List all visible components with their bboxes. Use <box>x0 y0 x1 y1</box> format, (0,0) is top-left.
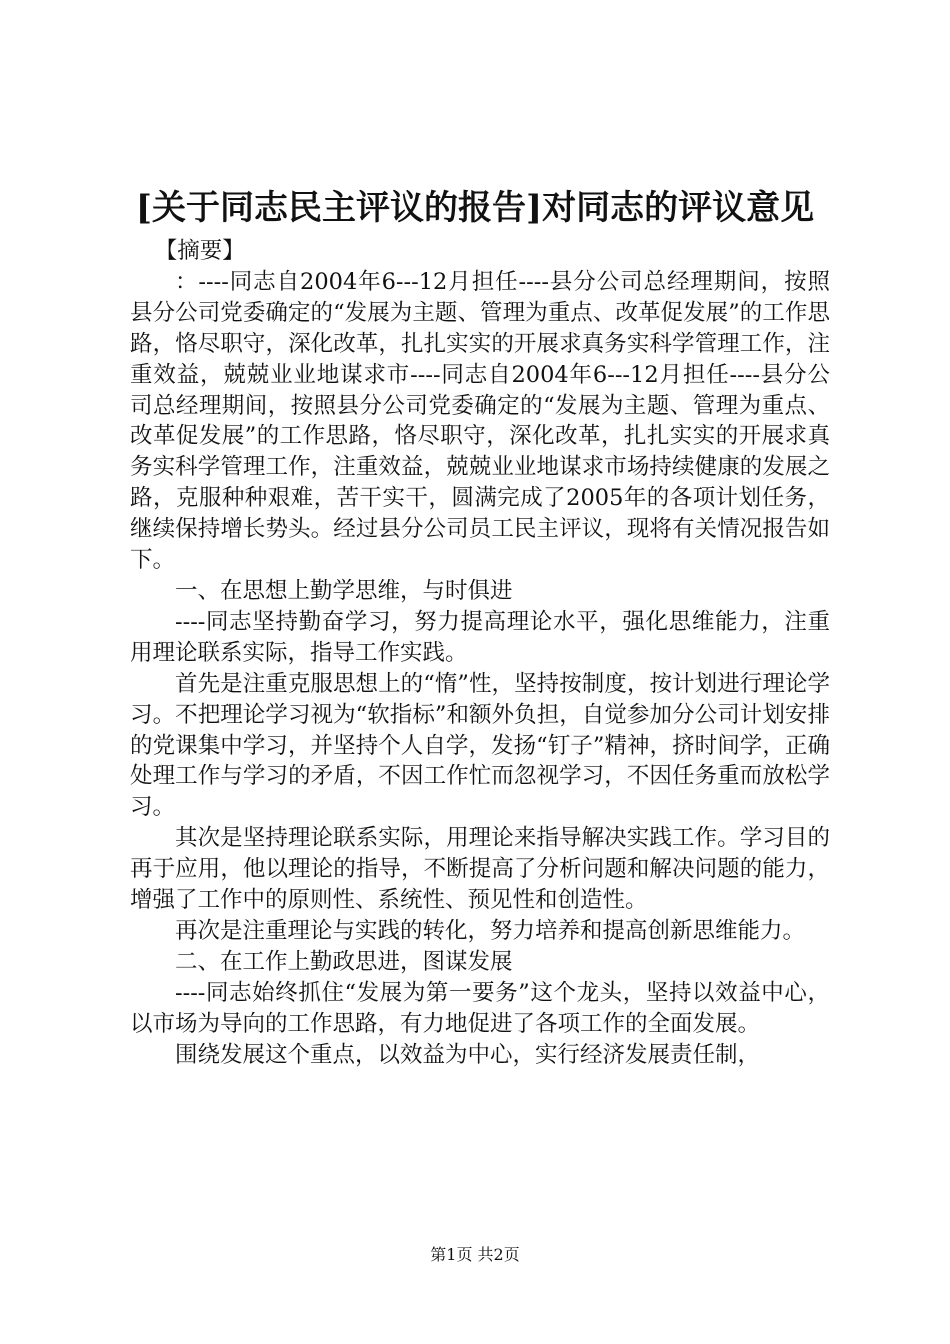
document-title: [关于同志民主评议的报告]对同志的评议意见 <box>135 188 815 228</box>
page-number-footer: 第1页 共2页 <box>430 1245 520 1264</box>
section-heading-2: 二、在工作上勤政思进，图谋发展 <box>175 948 513 975</box>
paragraph: 再次是注重理论与实践的转化，努力培养和提高创新思维能力。 <box>175 917 806 944</box>
paragraph: 围绕发展这个重点，以效益为中心，实行经济发展责任制， <box>175 1041 761 1068</box>
paragraph: ----同志坚持勤奋学习，努力提高理论水平，强化思维能力，注重用理论联系实际，指导工作实践。 <box>130 608 830 666</box>
summary-label: 【摘要】 <box>154 238 245 264</box>
section-heading-1: 一、在思想上勤学思维，与时俱进 <box>175 577 513 604</box>
paragraph: ----同志始终抓住“发展为第一要务”这个龙头，坚持以效益中心，以市场为导向的工作思路，有力地促进了各项工作的全面发展。 <box>130 979 830 1037</box>
paragraph: 首先是注重克服思想上的“惰”性，坚持按制度，按计划进行理论学习。不把理论学习视为“软指标”和额外负担，自觉参加分公司计划安排的党课集中学习，并坚持个人自学，发扬“钉子”精神，挤时间学，正确处理工作与学习的矛盾，不因工作忙而忽视学习，不因任务重而放松学习。 <box>130 670 830 821</box>
paragraph: 其次是坚持理论联系实际，用理论来指导解决实践工作。学习目的再于应用，他以理论的指导，不断提高了分析问题和解决问题的能力，增强了工作中的原则性、系统性、预见性和创造性。 <box>130 825 830 914</box>
document-body <box>130 236 830 1070</box>
paragraph-summary: ：----同志自2004年6---12月担任----县分公司总经理期间，按照县分公司党委确定的“发展为主题、管理为重点、改革促发展”的工作思路，恪尽职守，深化改革，扎扎实实的开展求真务实科学管理工作，注重效益，兢兢业业地谋求市----同志自2004年6---12月担任----县分公司总经理期间，按照县分公司党委确定的“发展为主题、管理为重点、改革促发展”的工作思路，恪尽职守，深化改革，扎扎实实的开展求真务实科学管理工作，注重效益，兢兢业业地谋求市场持续健康的发展之路，克服种种艰难，苦干实干，圆满完成了2005年的各项计划任务，继续保持增长势头。经过县分公司员工民主评议，现将有关情况报告如下。 <box>130 268 830 574</box>
